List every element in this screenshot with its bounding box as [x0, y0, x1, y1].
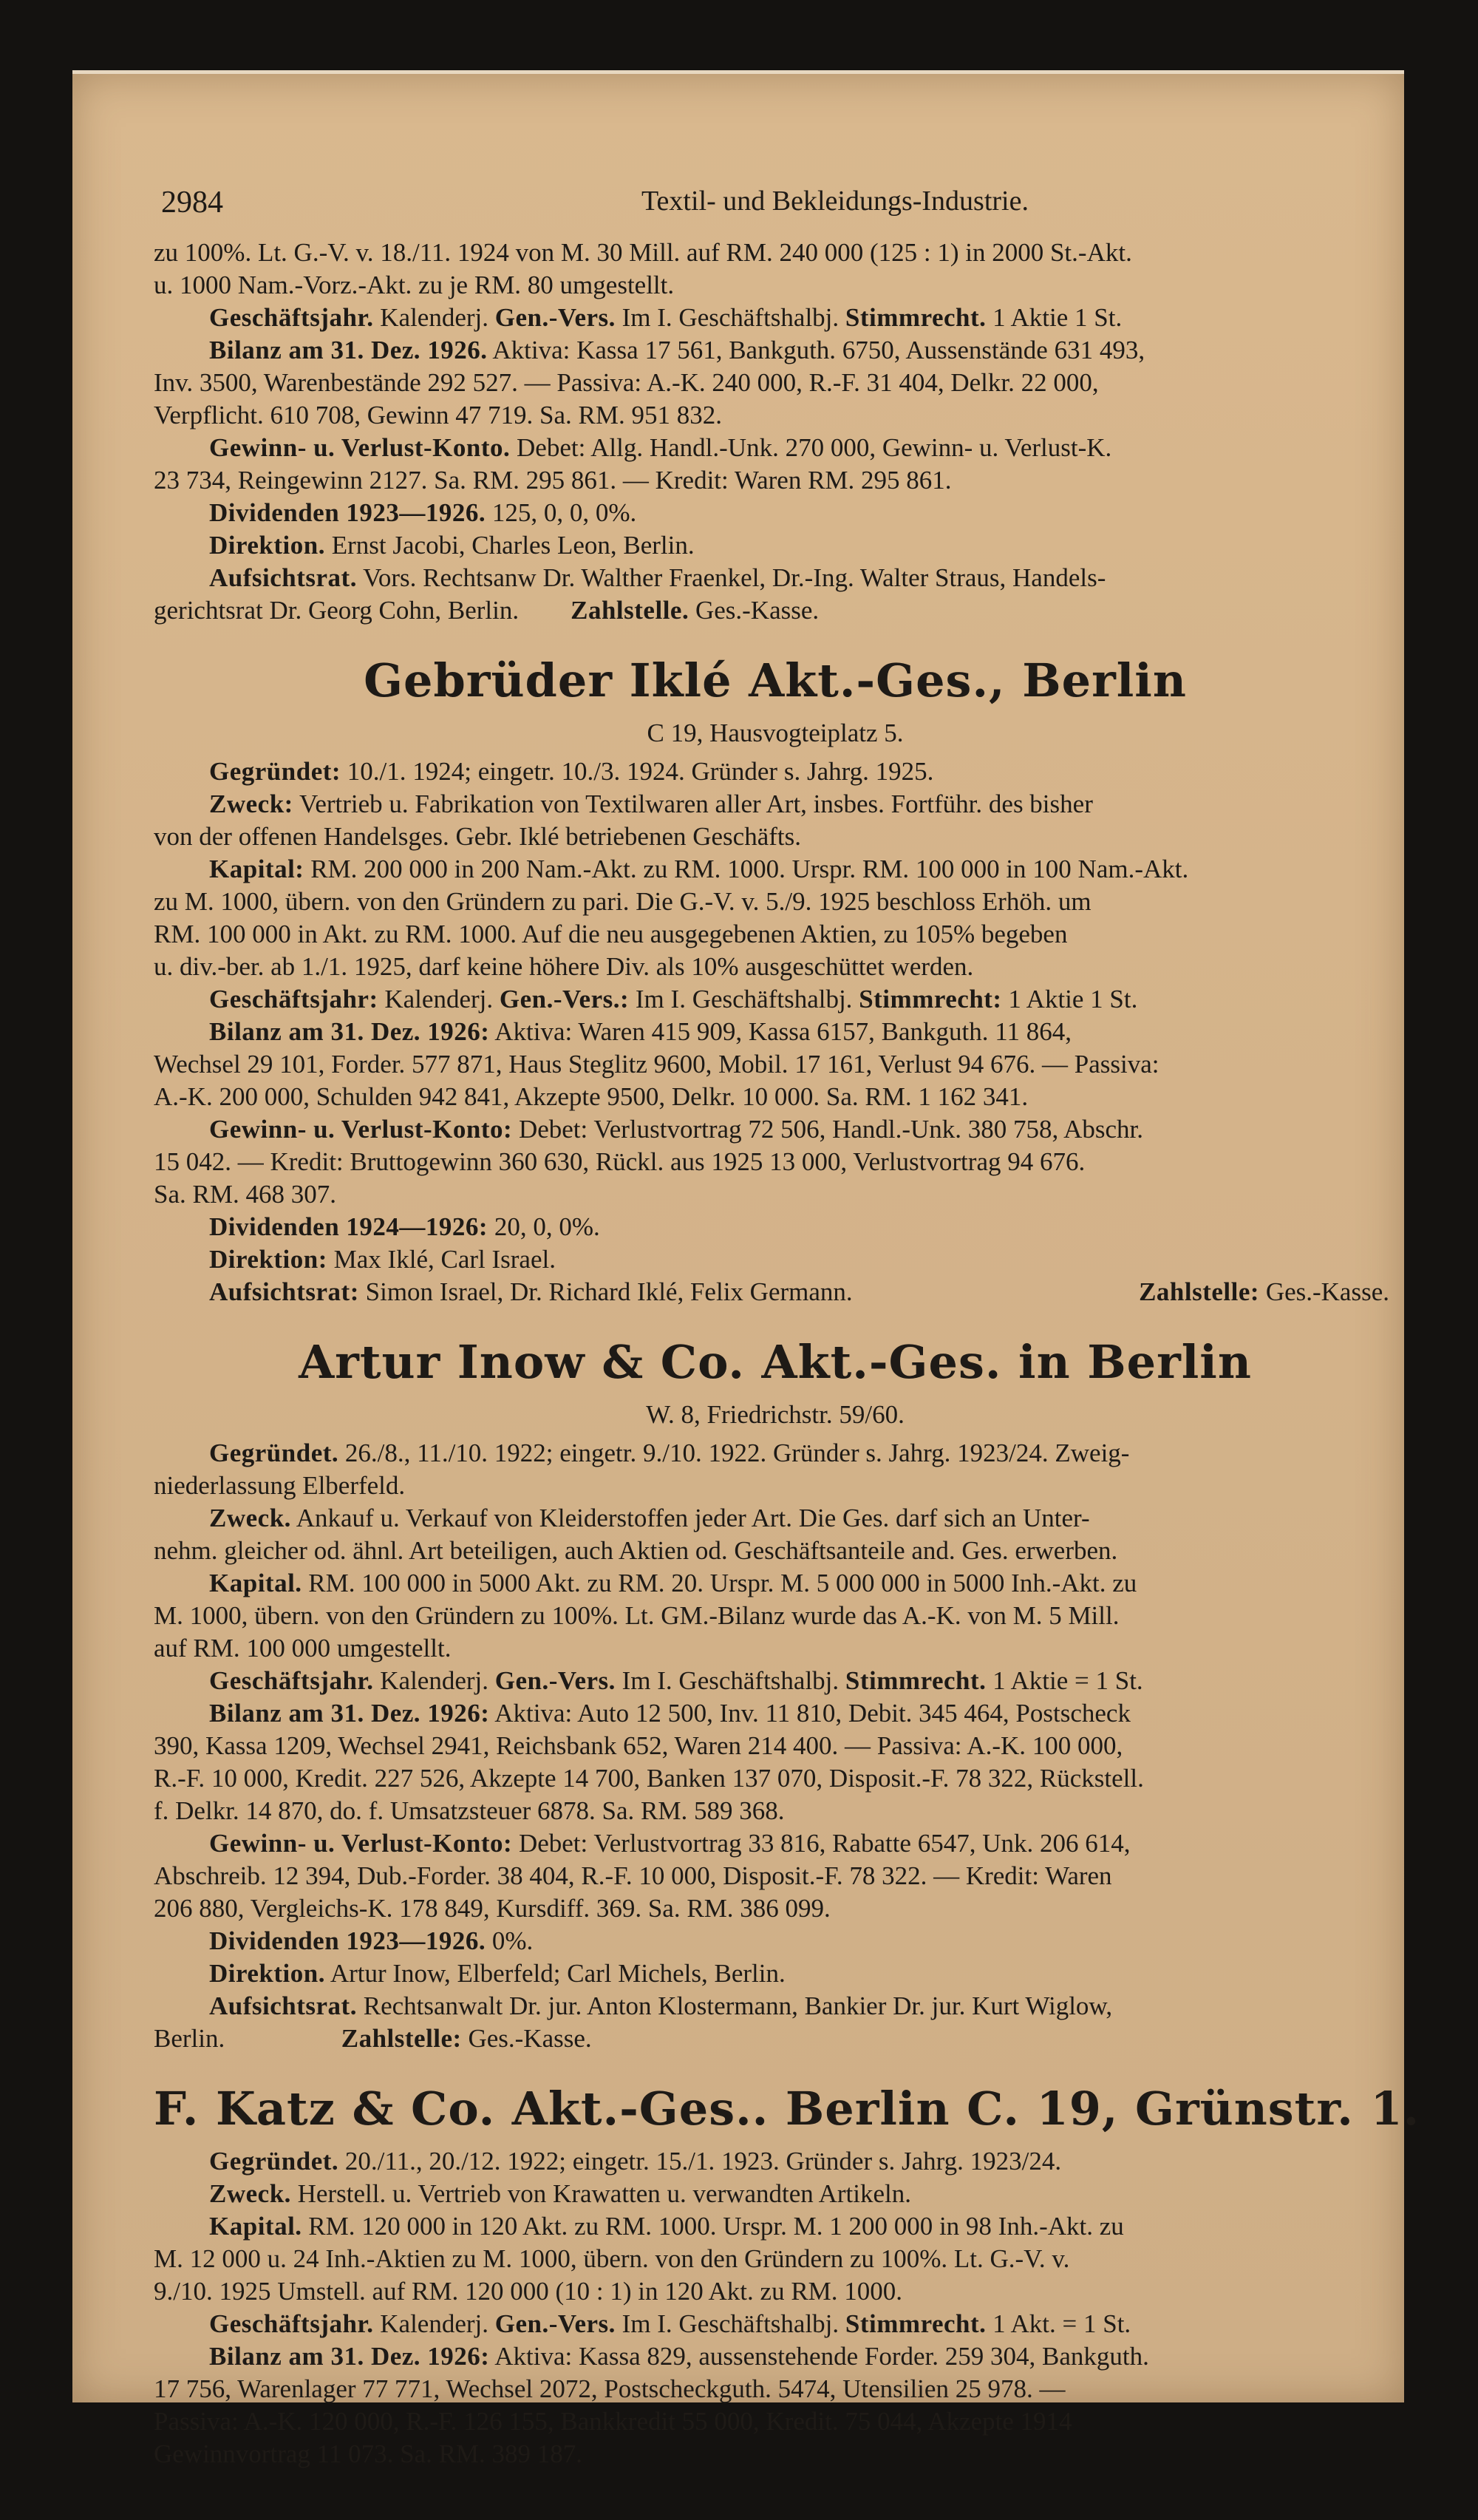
text-line: u. div.-ber. ab 1./1. 1925, darf keine höhere Div. als 10% ausgeschüttet werden. [154, 952, 974, 981]
text-line: 15 042. — Kredit: Bruttogewinn 360 630, Rückl. aus 1925 13 000, Verlustvortrag 94 676. [154, 1147, 1086, 1176]
text-line: nehm. gleicher od. ähnl. Art beteiligen, auch Aktien od. Geschäftsanteile and. Ges. erwerben. [154, 1536, 1118, 1565]
text-line: M. 12 000 u. 24 Inh.-Aktien zu M. 1000, übern. von den Gründern zu 100%. Lt. G.-V. v. [154, 2244, 1070, 2273]
text-line: auf RM. 100 000 umgestellt. [154, 1634, 452, 1663]
text-line: A.-K. 200 000, Schulden 942 841, Akzepte 9500, Delkr. 10 000. Sa. RM. 1 162 341. [154, 1082, 1029, 1111]
geschaeftsjahr-line: Geschäftsjahr. Kalenderj. Gen.-Vers. Im I. Geschäftshalbj. Stimmrecht. 1 Aktie 1 St. [209, 303, 1123, 332]
aufsichtsrat-cont-line: Berlin. Zahlstelle: Ges.-Kasse. [154, 2024, 592, 2053]
entry-inow [154, 1334, 1397, 2055]
company-name: F. Katz & Co. Akt.-Ges.. Berlin C. 19, Grünstr. 1. [154, 2082, 1420, 2136]
text-line: 23 734, Reingewinn 2127. Sa. RM. 295 861. — Kredit: Waren RM. 295 861. [154, 466, 952, 495]
text-line: Passiva: A.-K. 120 000, R.-F. 126 155, Bankkredit 55 000, Kredit. 75 044, Akzepte 1914 [154, 2407, 1072, 2436]
text-line: zu M. 1000, übern. von den Gründern zu pari. Die G.-V. v. 5./9. 1925 beschloss Erhöh. um [154, 887, 1092, 916]
text-line: Wechsel 29 101, Forder. 577 871, Haus Steglitz 9600, Mobil. 17 161, Verlust 94 676. — Passiva: [154, 1050, 1159, 1079]
dividenden-line: Dividenden 1923—1926. 0%. [209, 1926, 534, 1955]
page-header [154, 185, 1397, 237]
text-line: 390, Kassa 1209, Wechsel 2941, Reichsbank 652, Waren 214 400. — Passiva: A.-K. 100 000, [154, 1731, 1123, 1760]
direktion-line: Direktion. Artur Inow, Elberfeld; Carl Michels, Berlin. [209, 1959, 786, 1988]
gegruendet-line: Gegründet. 20./11., 20./12. 1922; eingetr. 15./1. 1923. Gründer s. Jahrg. 1923/24. [209, 2147, 1062, 2176]
text-line: Verpflicht. 610 708, Gewinn 47 719. Sa. RM. 951 832. [154, 401, 722, 429]
gegruendet-line: Gegründet: 10./1. 1924; eingetr. 10./3. 1924. Gründer s. Jahrg. 1925. [209, 757, 934, 786]
text-line: u. 1000 Nam.-Vorz.-Akt. zu je RM. 80 umgestellt. [154, 271, 675, 299]
entry-ikle [154, 652, 1397, 1308]
running-title: Textil- und Bekleidungs-Industrie. [641, 186, 1029, 217]
text-line: 9./10. 1925 Umstell. auf RM. 120 000 (10 : 1) in 120 Akt. zu RM. 1000. [154, 2277, 903, 2306]
entry-continuation [154, 237, 1397, 627]
text-line: Inv. 3500, Warenbestände 292 527. — Passiva: A.-K. 240 000, R.-F. 31 404, Delkr. 22 000, [154, 368, 1099, 397]
zweck-line: Zweck: Vertrieb u. Fabrikation von Textilwaren aller Art, insbes. Fortführ. des bisher [209, 789, 1093, 818]
gegruendet-line: Gegründet. 26./8., 11./10. 1922; eingetr. 9./10. 1922. Gründer s. Jahrg. 1923/24. Zweig- [209, 1439, 1130, 1467]
kapital-line: Kapital. RM. 100 000 in 5000 Akt. zu RM. 20. Urspr. M. 5 000 000 in 5000 Inh.-Akt. zu [209, 1569, 1137, 1597]
zweck-line: Zweck. Ankauf u. Verkauf von Kleiderstoffen jeder Art. Die Ges. darf sich an Unter- [209, 1504, 1090, 1532]
company-name: Gebrüder Iklé Akt.-Ges., Berlin [364, 653, 1187, 707]
text-line: Gewinnvortrag 11 073. Sa. RM. 389 187. [154, 2439, 583, 2468]
entry-katz [154, 2080, 1420, 2470]
text-line: R.-F. 10 000, Kredit. 227 526, Akzepte 14 700, Banken 137 070, Disposit.-F. 78 322, Rückstell. [154, 1764, 1144, 1793]
geschaeftsjahr-line: Geschäftsjahr. Kalenderj. Gen.-Vers. Im I. Geschäftshalbj. Stimmrecht. 1 Akt. = 1 St. [209, 2309, 1131, 2338]
text-line: 206 880, Vergleichs-K. 178 849, Kursdiff. 369. Sa. RM. 386 099. [154, 1894, 831, 1923]
dividenden-line: Dividenden 1923—1926. 125, 0, 0, 0%. [209, 498, 637, 527]
bilanz-line: Bilanz am 31. Dez. 1926: Aktiva: Waren 415 909, Kassa 6157, Bankguth. 11 864, [209, 1017, 1072, 1046]
zweck-line: Zweck. Herstell. u. Vertrieb von Krawatten u. verwandten Artikeln. [209, 2179, 912, 2208]
kapital-line: Kapital. RM. 120 000 in 120 Akt. zu RM. 1000. Urspr. M. 1 200 000 in 98 Inh.-Akt. zu [209, 2212, 1124, 2241]
bilanz-line: Bilanz am 31. Dez. 1926: Aktiva: Kassa 829, aussenstehende Forder. 259 304, Bankguth. [209, 2342, 1149, 2371]
text-line: Abschreib. 12 394, Dub.-Forder. 38 404, R.-F. 10 000, Disposit.-F. 78 322. — Kredit: Waren [154, 1861, 1112, 1890]
guv-line: Gewinn- u. Verlust-Konto. Debet: Allg. Handl.-Unk. 270 000, Gewinn- u. Verlust-K. [209, 433, 1112, 462]
text-line: RM. 100 000 in Akt. zu RM. 1000. Auf die neu ausgegebenen Aktien, zu 105% begeben [154, 920, 1068, 948]
guv-line: Gewinn- u. Verlust-Konto: Debet: Verlustvortrag 33 816, Rabatte 6547, Unk. 206 614, [209, 1829, 1131, 1858]
text-line: niederlassung Elberfeld. [154, 1471, 406, 1500]
book-page [72, 74, 1420, 2468]
bilanz-line: Bilanz am 31. Dez. 1926. Aktiva: Kassa 17 561, Bankguth. 6750, Aussenstände 631 493, [209, 336, 1145, 364]
geschaeftsjahr-line: Geschäftsjahr. Kalenderj. Gen.-Vers. Im I. Geschäftshalbj. Stimmrecht. 1 Aktie = 1 St. [209, 1666, 1143, 1695]
text-line: 17 756, Warenlager 77 771, Wechsel 2072, Postscheckguth. 5474, Utensilien 25 978. — [154, 2374, 1066, 2403]
text-line: von der offenen Handelsges. Gebr. Iklé betriebenen Geschäfts. [154, 822, 801, 851]
direktion-line: Direktion. Ernst Jacobi, Charles Leon, Berlin. [209, 531, 695, 560]
company-address: C 19, Hausvogteiplatz 5. [647, 719, 904, 747]
geschaeftsjahr-line: Geschäftsjahr: Kalenderj. Gen.-Vers.: Im I. Geschäftshalbj. Stimmrecht: 1 Aktie 1 St. [209, 985, 1138, 1013]
bilanz-line: Bilanz am 31. Dez. 1926: Aktiva: Auto 12 500, Inv. 11 810, Debit. 345 464, Postscheck [209, 1699, 1131, 1728]
aufsichtsrat-line: Aufsichtsrat: Simon Israel, Dr. Richard Iklé, Felix Germann. Zahlstelle: Ges.-Kasse. [209, 1277, 1389, 1306]
aufsichtsrat-cont-line: gerichtsrat Dr. Georg Cohn, Berlin. Zahlstelle. Ges.-Kasse. [154, 596, 820, 625]
text-line: f. Delkr. 14 870, do. f. Umsatzsteuer 6878. Sa. RM. 589 368. [154, 1796, 785, 1825]
text-line: zu 100%. Lt. G.-V. v. 18./11. 1924 von M. 30 Mill. auf RM. 240 000 (125 : 1) in 2000 St.-Akt. [154, 238, 1132, 267]
guv-line: Gewinn- u. Verlust-Konto: Debet: Verlustvortrag 72 506, Handl.-Unk. 380 758, Abschr. [209, 1115, 1144, 1144]
page-number: 2984 [161, 186, 223, 220]
kapital-line: Kapital: RM. 200 000 in 200 Nam.-Akt. zu RM. 1000. Urspr. RM. 100 000 in 100 Nam.-Akt. [209, 855, 1189, 883]
company-name: Artur Inow & Co. Akt.-Ges. in Berlin [299, 1335, 1252, 1389]
text-line: M. 1000, übern. von den Gründern zu 100%. Lt. GM.-Bilanz wurde das A.-K. von M. 5 Mill. [154, 1601, 1120, 1630]
direktion-line: Direktion: Max Iklé, Carl Israel. [209, 1245, 556, 1274]
dividenden-line: Dividenden 1924—1926: 20, 0, 0%. [209, 1212, 600, 1241]
text-line: Sa. RM. 468 307. [154, 1180, 336, 1209]
aufsichtsrat-line: Aufsichtsrat. Rechtsanwalt Dr. jur. Anton Klostermann, Bankier Dr. jur. Kurt Wiglow, [209, 1991, 1113, 2020]
aufsichtsrat-line: Aufsichtsrat. Vors. Rechtsanw Dr. Walther Fraenkel, Dr.-Ing. Walter Straus, Handels- [209, 563, 1106, 592]
company-address: W. 8, Friedrichstr. 59/60. [646, 1400, 905, 1429]
